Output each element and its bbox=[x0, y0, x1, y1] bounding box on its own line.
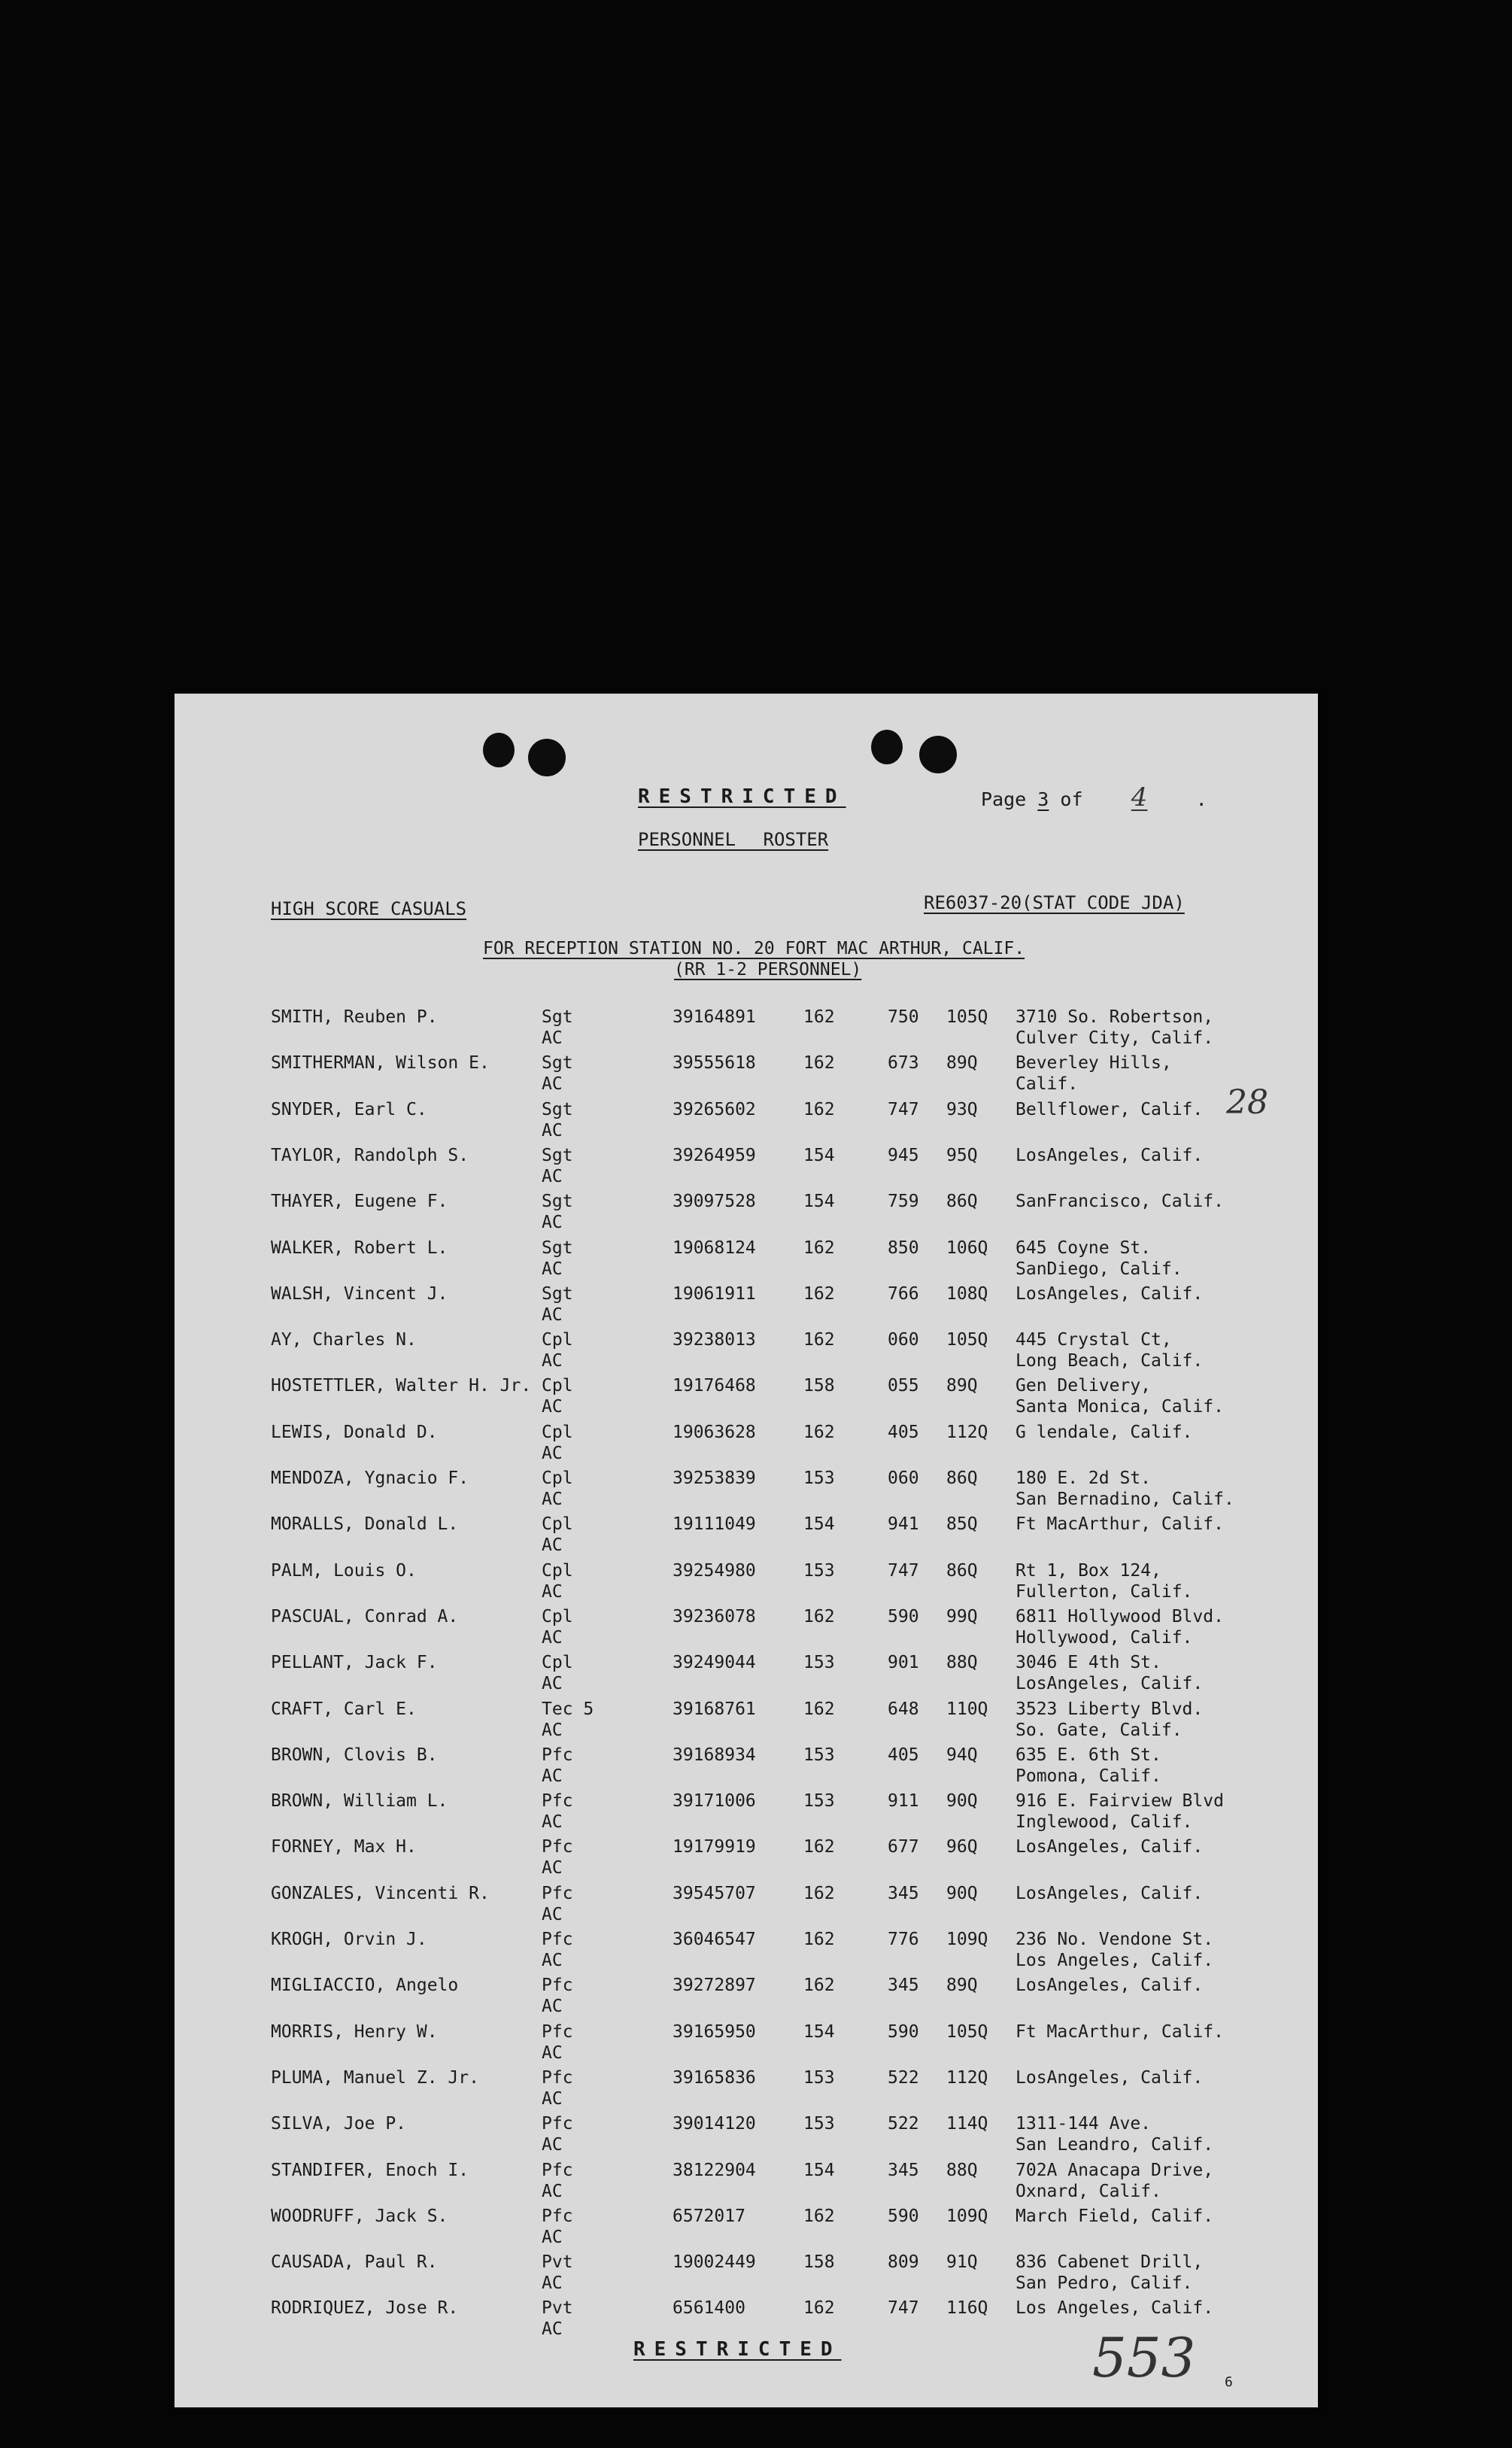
address-line-2: Oxnard, Calif. bbox=[1016, 2181, 1161, 2201]
branch-cell: AC bbox=[542, 1720, 563, 1740]
table-row bbox=[175, 1468, 1318, 1511]
score-cell: 96Q bbox=[946, 1837, 978, 1857]
serial-cell: 38122904 bbox=[673, 2160, 756, 2180]
branch-cell: AC bbox=[542, 1120, 563, 1140]
code-cell: 154 bbox=[803, 2021, 835, 2042]
serial-cell: 19068124 bbox=[673, 1238, 756, 1258]
serial-cell: 39545707 bbox=[673, 1883, 756, 1903]
serial-cell: 39249044 bbox=[673, 1653, 756, 1673]
code-cell: 153 bbox=[803, 2114, 835, 2134]
score-cell: 90Q bbox=[946, 1791, 978, 1812]
serial-cell: 19002449 bbox=[673, 2252, 756, 2273]
code-cell: 941 bbox=[888, 1514, 919, 1535]
address-line-2: Inglewood, Calif. bbox=[1016, 1812, 1193, 1833]
name-cell: CRAFT, Carl E. bbox=[271, 1699, 417, 1719]
address-line-1: Ft MacArthur, Calif. bbox=[1016, 1514, 1224, 1535]
rank-cell: Sgt bbox=[542, 1283, 573, 1304]
branch-cell: AC bbox=[542, 1581, 563, 1602]
branch-cell: AC bbox=[542, 2135, 563, 2155]
score-cell: 88Q bbox=[946, 2160, 978, 2180]
page-number: 3 bbox=[1037, 788, 1049, 810]
score-cell: 109Q bbox=[946, 1930, 988, 1949]
branch-cell: AC bbox=[542, 2088, 563, 2109]
code-cell: 162 bbox=[803, 1283, 835, 1304]
address-line-2: San Leandro, Calif. bbox=[1016, 2135, 1214, 2155]
rank-cell: Pfc bbox=[542, 2021, 573, 2042]
table-row bbox=[175, 1606, 1318, 1650]
branch-cell: AC bbox=[542, 1074, 563, 1095]
code-cell: 850 bbox=[888, 1238, 919, 1258]
name-cell: BROWN, Clovis B. bbox=[271, 1745, 438, 1765]
address-line-1: 916 E. Fairview Blvd bbox=[1016, 1791, 1224, 1812]
score-cell: 89Q bbox=[946, 1376, 978, 1396]
serial-cell: 39014120 bbox=[673, 2114, 756, 2134]
serial-cell: 39168761 bbox=[673, 1699, 756, 1719]
table-row bbox=[175, 1514, 1318, 1557]
code-cell: 154 bbox=[803, 1145, 835, 1165]
roster-title: PERSONNEL ROSTER bbox=[638, 829, 829, 850]
rank-cell: Pfc bbox=[542, 2206, 573, 2226]
serial-cell: 19179919 bbox=[673, 1837, 756, 1857]
branch-cell: AC bbox=[542, 1766, 563, 1786]
rank-cell: Sgt bbox=[542, 1099, 573, 1119]
address-line-1: 236 No. Vendone St. bbox=[1016, 1930, 1214, 1949]
branch-cell: AC bbox=[542, 1443, 563, 1463]
total-pages: 4 bbox=[1131, 782, 1148, 812]
punch-hole-icon bbox=[919, 736, 957, 773]
rank-cell: Cpl bbox=[542, 1514, 573, 1535]
code-cell: 590 bbox=[888, 2206, 919, 2226]
table-row bbox=[175, 1975, 1318, 2018]
serial-cell: 19176468 bbox=[673, 1376, 756, 1396]
code-cell: 809 bbox=[888, 2252, 919, 2273]
address-line-1: Ft MacArthur, Calif. bbox=[1016, 2021, 1224, 2042]
address-line-2: So. Gate, Calif. bbox=[1016, 1720, 1183, 1740]
table-row bbox=[175, 2252, 1318, 2295]
address-line-1: 180 E. 2d St. bbox=[1016, 1468, 1152, 1488]
address-line-2: Fullerton, Calif. bbox=[1016, 1581, 1193, 1602]
rank-cell: Cpl bbox=[542, 1330, 573, 1350]
address-line-1: March Field, Calif. bbox=[1016, 2206, 1214, 2226]
code-cell: 060 bbox=[888, 1468, 919, 1488]
address-line-1: Los Angeles, Calif. bbox=[1016, 2298, 1214, 2319]
rank-cell: Sgt bbox=[542, 1145, 573, 1165]
table-row bbox=[175, 1283, 1318, 1327]
address-line-2: San Pedro, Calif. bbox=[1016, 2273, 1193, 2294]
rank-cell: Pfc bbox=[542, 2160, 573, 2180]
branch-cell: AC bbox=[542, 1397, 563, 1417]
address-line-2: Pomona, Calif. bbox=[1016, 1766, 1161, 1786]
code-cell: 945 bbox=[888, 1145, 919, 1165]
name-cell: PALM, Louis O. bbox=[271, 1560, 417, 1581]
rank-cell: Cpl bbox=[542, 1606, 573, 1626]
code-cell: 162 bbox=[803, 1837, 835, 1857]
address-line-1: LosAngeles, Calif. bbox=[1016, 1883, 1204, 1903]
punch-hole-icon bbox=[871, 730, 903, 764]
table-row bbox=[175, 2021, 1318, 2065]
code-cell: 759 bbox=[888, 1192, 919, 1212]
code-cell: 522 bbox=[888, 2114, 919, 2134]
rank-cell: Pfc bbox=[542, 1745, 573, 1765]
name-cell: PLUMA, Manuel Z. Jr. bbox=[271, 2067, 479, 2088]
table-row bbox=[175, 1560, 1318, 1604]
rank-cell: Sgt bbox=[542, 1053, 573, 1074]
classification-footer: RESTRICTED bbox=[633, 2338, 842, 2361]
address-line-1: 6811 Hollywood Blvd. bbox=[1016, 1606, 1224, 1626]
branch-cell: AC bbox=[542, 1858, 563, 1879]
code-cell: 766 bbox=[888, 1283, 919, 1304]
code-cell: 590 bbox=[888, 1606, 919, 1626]
name-cell: SILVA, Joe P. bbox=[271, 2114, 407, 2134]
name-cell: THAYER, Eugene F. bbox=[271, 1192, 448, 1212]
table-row bbox=[175, 1375, 1318, 1419]
address-line-1: 445 Crystal Ct, bbox=[1016, 1330, 1172, 1350]
classification-header: RESTRICTED bbox=[638, 785, 846, 808]
serial-cell: 36046547 bbox=[673, 1930, 756, 1949]
table-row bbox=[175, 1329, 1318, 1373]
branch-cell: AC bbox=[542, 2227, 563, 2247]
score-cell: 86Q bbox=[946, 1560, 978, 1581]
table-row bbox=[175, 1052, 1318, 1096]
branch-cell: AC bbox=[542, 1166, 563, 1186]
address-line-1: SanFrancisco, Calif. bbox=[1016, 1192, 1224, 1212]
code-cell: 747 bbox=[888, 2298, 919, 2319]
table-row bbox=[175, 1238, 1318, 1281]
address-line-1: G lendale, Calif. bbox=[1016, 1422, 1193, 1442]
score-cell: 108Q bbox=[946, 1283, 988, 1304]
sub-destination: (RR 1-2 PERSONNEL) bbox=[674, 960, 862, 980]
serial-cell: 19111049 bbox=[673, 1514, 756, 1535]
score-cell: 91Q bbox=[946, 2252, 978, 2273]
table-row bbox=[175, 1929, 1318, 1973]
document-page bbox=[175, 694, 1318, 2407]
page-indicator: Page 3 of 4 . bbox=[981, 782, 1207, 812]
group-title: HIGH SCORE CASUALS bbox=[271, 898, 467, 919]
name-cell: WALSH, Vincent J. bbox=[271, 1283, 448, 1304]
code-cell: 747 bbox=[888, 1560, 919, 1581]
branch-cell: AC bbox=[542, 1490, 563, 1509]
score-cell: 86Q bbox=[946, 1192, 978, 1212]
code-cell: 162 bbox=[803, 1699, 835, 1719]
address-line-2: Calif. bbox=[1016, 1074, 1079, 1095]
serial-cell: 39165836 bbox=[673, 2067, 756, 2088]
address-line-1: 3046 E 4th St. bbox=[1016, 1653, 1161, 1673]
score-cell: 89Q bbox=[946, 1976, 978, 1996]
rank-cell: Cpl bbox=[542, 1468, 573, 1488]
serial-cell: 39164891 bbox=[673, 1007, 756, 1027]
name-cell: FORNEY, Max H. bbox=[271, 1837, 417, 1857]
code-cell: 522 bbox=[888, 2067, 919, 2088]
address-line-1: LosAngeles, Calif. bbox=[1016, 1283, 1204, 1304]
code-cell: 154 bbox=[803, 1192, 835, 1212]
serial-cell: 39165950 bbox=[673, 2021, 756, 2042]
serial-cell: 39265602 bbox=[673, 1099, 756, 1119]
code-cell: 345 bbox=[888, 1976, 919, 1996]
address-line-1: LosAngeles, Calif. bbox=[1016, 1837, 1204, 1857]
code-cell: 162 bbox=[803, 2298, 835, 2319]
rank-cell: Pfc bbox=[542, 1883, 573, 1903]
name-cell: PELLANT, Jack F. bbox=[271, 1653, 438, 1673]
code-cell: 677 bbox=[888, 1837, 919, 1857]
code-cell: 162 bbox=[803, 1606, 835, 1626]
score-cell: 105Q bbox=[946, 1330, 988, 1350]
address-line-1: 635 E. 6th St. bbox=[1016, 1745, 1161, 1765]
address-line-1: 702A Anacapa Drive, bbox=[1016, 2160, 1214, 2180]
table-row bbox=[175, 1145, 1318, 1189]
address-line-1: LosAngeles, Calif. bbox=[1016, 1145, 1204, 1165]
name-cell: MENDOZA, Ygnacio F. bbox=[271, 1468, 469, 1488]
table-row bbox=[175, 1099, 1318, 1143]
rank-cell: Sgt bbox=[542, 1192, 573, 1212]
code-cell: 162 bbox=[803, 1883, 835, 1903]
code-cell: 405 bbox=[888, 1422, 919, 1442]
table-row bbox=[175, 1883, 1318, 1927]
address-line-2: Long Beach, Calif. bbox=[1016, 1351, 1204, 1371]
table-row bbox=[175, 1422, 1318, 1465]
rank-cell: Tec 5 bbox=[542, 1699, 594, 1719]
rank-cell: Pfc bbox=[542, 1791, 573, 1812]
name-cell: SMITH, Reuben P. bbox=[271, 1007, 438, 1027]
code-cell: 153 bbox=[803, 1468, 835, 1488]
name-cell: TAYLOR, Randolph S. bbox=[271, 1145, 469, 1165]
rank-cell: Pfc bbox=[542, 2067, 573, 2088]
branch-cell: AC bbox=[542, 1028, 563, 1048]
code-cell: 060 bbox=[888, 1330, 919, 1350]
address-line-1: LosAngeles, Calif. bbox=[1016, 1976, 1204, 1996]
margin-note: 28 bbox=[1226, 1083, 1268, 1122]
name-cell: AY, Charles N. bbox=[271, 1330, 417, 1350]
name-cell: PASCUAL, Conrad A. bbox=[271, 1606, 459, 1626]
serial-cell: 39097528 bbox=[673, 1192, 756, 1212]
serial-cell: 39254980 bbox=[673, 1560, 756, 1581]
serial-cell: 39555618 bbox=[673, 1053, 756, 1074]
code-cell: 776 bbox=[888, 1930, 919, 1949]
serial-cell: 39168934 bbox=[673, 1745, 756, 1765]
code-cell: 162 bbox=[803, 2206, 835, 2226]
code-cell: 154 bbox=[803, 1514, 835, 1535]
name-cell: MORRIS, Henry W. bbox=[271, 2021, 438, 2042]
serial-cell: 19063628 bbox=[673, 1422, 756, 1442]
corner-mark: 6 bbox=[1225, 2374, 1233, 2390]
code-cell: 750 bbox=[888, 1007, 919, 1027]
serial-cell: 39272897 bbox=[673, 1976, 756, 1996]
name-cell: BROWN, William L. bbox=[271, 1791, 448, 1812]
branch-cell: AC bbox=[542, 2319, 563, 2340]
name-cell: KROGH, Orvin J. bbox=[271, 1930, 427, 1949]
code-cell: 162 bbox=[803, 1007, 835, 1027]
score-cell: 105Q bbox=[946, 1007, 988, 1027]
score-cell: 85Q bbox=[946, 1514, 978, 1535]
name-cell: SNYDER, Earl C. bbox=[271, 1099, 427, 1119]
address-line-1: 645 Coyne St. bbox=[1016, 1238, 1152, 1258]
punch-hole-icon bbox=[528, 739, 566, 776]
score-cell: 90Q bbox=[946, 1883, 978, 1903]
score-cell: 99Q bbox=[946, 1606, 978, 1626]
rank-cell: Pfc bbox=[542, 2114, 573, 2134]
table-row bbox=[175, 2160, 1318, 2204]
score-cell: 105Q bbox=[946, 2021, 988, 2042]
address-line-2: Los Angeles, Calif. bbox=[1016, 1951, 1214, 1970]
table-row bbox=[175, 2206, 1318, 2249]
code-cell: 747 bbox=[888, 1099, 919, 1119]
branch-cell: AC bbox=[542, 1904, 563, 1924]
rank-cell: Pfc bbox=[542, 1837, 573, 1857]
rank-cell: Cpl bbox=[542, 1376, 573, 1396]
name-cell: RODRIQUEZ, Jose R. bbox=[271, 2298, 459, 2319]
score-cell: 93Q bbox=[946, 1099, 978, 1119]
name-cell: WOODRUFF, Jack S. bbox=[271, 2206, 448, 2226]
page-word: Page bbox=[981, 788, 1027, 810]
address-line-1: Bellflower, Calif. bbox=[1016, 1099, 1204, 1119]
score-cell: 94Q bbox=[946, 1745, 978, 1765]
code-cell: 154 bbox=[803, 2160, 835, 2180]
branch-cell: AC bbox=[542, 1674, 563, 1694]
code-cell: 153 bbox=[803, 1791, 835, 1812]
name-cell: LEWIS, Donald D. bbox=[271, 1422, 438, 1442]
code-cell: 590 bbox=[888, 2021, 919, 2042]
branch-cell: AC bbox=[542, 1213, 563, 1233]
address-line-1: 836 Cabenet Drill, bbox=[1016, 2252, 1204, 2273]
branch-cell: AC bbox=[542, 1627, 563, 1648]
address-line-1: LosAngeles, Calif. bbox=[1016, 2067, 1204, 2088]
rank-cell: Sgt bbox=[542, 1238, 573, 1258]
code-cell: 153 bbox=[803, 1560, 835, 1581]
score-cell: 95Q bbox=[946, 1145, 978, 1165]
punch-hole-icon bbox=[483, 733, 515, 767]
rank-cell: Sgt bbox=[542, 1007, 573, 1027]
code-cell: 153 bbox=[803, 1653, 835, 1673]
address-line-2: Hollywood, Calif. bbox=[1016, 1627, 1193, 1648]
code-cell: 162 bbox=[803, 1099, 835, 1119]
code-cell: 153 bbox=[803, 1745, 835, 1765]
branch-cell: AC bbox=[542, 2181, 563, 2201]
code-cell: 673 bbox=[888, 1053, 919, 1074]
rank-cell: Pvt bbox=[542, 2252, 573, 2273]
score-cell: 114Q bbox=[946, 2114, 988, 2134]
score-cell: 89Q bbox=[946, 1053, 978, 1074]
serial-cell: 19061911 bbox=[673, 1283, 756, 1304]
of-word: of bbox=[1060, 788, 1083, 810]
name-cell: MIGLIACCIO, Angelo bbox=[271, 1976, 459, 1996]
page-stamp: 553 bbox=[1092, 2326, 1196, 2389]
branch-cell: AC bbox=[542, 1535, 563, 1556]
name-cell: CAUSADA, Paul R. bbox=[271, 2252, 438, 2273]
table-row bbox=[175, 1652, 1318, 1696]
name-cell: GONZALES, Vincenti R. bbox=[271, 1883, 490, 1903]
code-cell: 162 bbox=[803, 1238, 835, 1258]
serial-cell: 6572017 bbox=[673, 2206, 745, 2226]
address-line-1: Gen Delivery, bbox=[1016, 1376, 1152, 1396]
rank-cell: Cpl bbox=[542, 1560, 573, 1581]
table-row bbox=[175, 1699, 1318, 1742]
score-cell: 112Q bbox=[946, 1422, 988, 1442]
destination-line: FOR RECEPTION STATION NO. 20 FORT MAC ARTHUR, CALIF. bbox=[483, 939, 1025, 958]
serial-cell: 39253839 bbox=[673, 1468, 756, 1488]
name-cell: MORALLS, Donald L. bbox=[271, 1514, 459, 1535]
code-cell: 158 bbox=[803, 2252, 835, 2273]
serial-cell: 39264959 bbox=[673, 1145, 756, 1165]
address-line-2: LosAngeles, Calif. bbox=[1016, 1674, 1204, 1694]
address-line-2: San Bernadino, Calif. bbox=[1016, 1490, 1234, 1509]
address-line-2: Santa Monica, Calif. bbox=[1016, 1397, 1224, 1417]
code-cell: 162 bbox=[803, 1930, 835, 1949]
code-cell: 911 bbox=[888, 1791, 919, 1812]
address-line-1: Rt 1, Box 124, bbox=[1016, 1560, 1161, 1581]
score-cell: 106Q bbox=[946, 1238, 988, 1258]
serial-cell: 39171006 bbox=[673, 1791, 756, 1812]
code-cell: 162 bbox=[803, 1976, 835, 1996]
score-cell: 116Q bbox=[946, 2298, 988, 2319]
table-row bbox=[175, 1007, 1318, 1050]
code-cell: 158 bbox=[803, 1376, 835, 1396]
serial-cell: 39236078 bbox=[673, 1606, 756, 1626]
branch-cell: AC bbox=[542, 1812, 563, 1833]
rank-cell: Pfc bbox=[542, 1930, 573, 1949]
name-cell: WALKER, Robert L. bbox=[271, 1238, 448, 1258]
address-line-2: Culver City, Calif. bbox=[1016, 1028, 1214, 1048]
table-row bbox=[175, 1191, 1318, 1235]
rank-cell: Pvt bbox=[542, 2298, 573, 2319]
branch-cell: AC bbox=[542, 2043, 563, 2063]
score-cell: 112Q bbox=[946, 2067, 988, 2088]
reference-code: RE6037-20(STAT CODE JDA) bbox=[924, 892, 1185, 913]
code-cell: 345 bbox=[888, 1883, 919, 1903]
address-line-1: Beverley Hills, bbox=[1016, 1053, 1172, 1074]
name-cell: HOSTETTLER, Walter H. Jr. bbox=[271, 1376, 532, 1396]
code-cell: 055 bbox=[888, 1376, 919, 1396]
score-cell: 86Q bbox=[946, 1468, 978, 1488]
branch-cell: AC bbox=[542, 1304, 563, 1325]
table-row bbox=[175, 1745, 1318, 1788]
table-row bbox=[175, 1790, 1318, 1834]
address-line-1: 1311-144 Ave. bbox=[1016, 2114, 1152, 2134]
branch-cell: AC bbox=[542, 1351, 563, 1371]
code-cell: 405 bbox=[888, 1745, 919, 1765]
code-cell: 162 bbox=[803, 1330, 835, 1350]
address-line-1: 3710 So. Robertson, bbox=[1016, 1007, 1214, 1027]
name-cell: STANDIFER, Enoch I. bbox=[271, 2160, 469, 2180]
branch-cell: AC bbox=[542, 2273, 563, 2294]
code-cell: 162 bbox=[803, 1422, 835, 1442]
rank-cell: Cpl bbox=[542, 1653, 573, 1673]
branch-cell: AC bbox=[542, 1259, 563, 1279]
table-row bbox=[175, 1836, 1318, 1880]
address-line-1: 3523 Liberty Blvd. bbox=[1016, 1699, 1204, 1719]
score-cell: 109Q bbox=[946, 2206, 988, 2226]
table-row bbox=[175, 2067, 1318, 2111]
table-row bbox=[175, 2113, 1318, 2157]
serial-cell: 6561400 bbox=[673, 2298, 745, 2319]
code-cell: 901 bbox=[888, 1653, 919, 1673]
code-cell: 345 bbox=[888, 2160, 919, 2180]
code-cell: 648 bbox=[888, 1699, 919, 1719]
branch-cell: AC bbox=[542, 1951, 563, 1970]
rank-cell: Pfc bbox=[542, 1976, 573, 1996]
serial-cell: 39238013 bbox=[673, 1330, 756, 1350]
code-cell: 162 bbox=[803, 1053, 835, 1074]
name-cell: SMITHERMAN, Wilson E. bbox=[271, 1053, 490, 1074]
branch-cell: AC bbox=[542, 1997, 563, 2017]
address-line-2: SanDiego, Calif. bbox=[1016, 1259, 1183, 1279]
rank-cell: Cpl bbox=[542, 1422, 573, 1442]
code-cell: 153 bbox=[803, 2067, 835, 2088]
score-cell: 110Q bbox=[946, 1699, 988, 1719]
score-cell: 88Q bbox=[946, 1653, 978, 1673]
